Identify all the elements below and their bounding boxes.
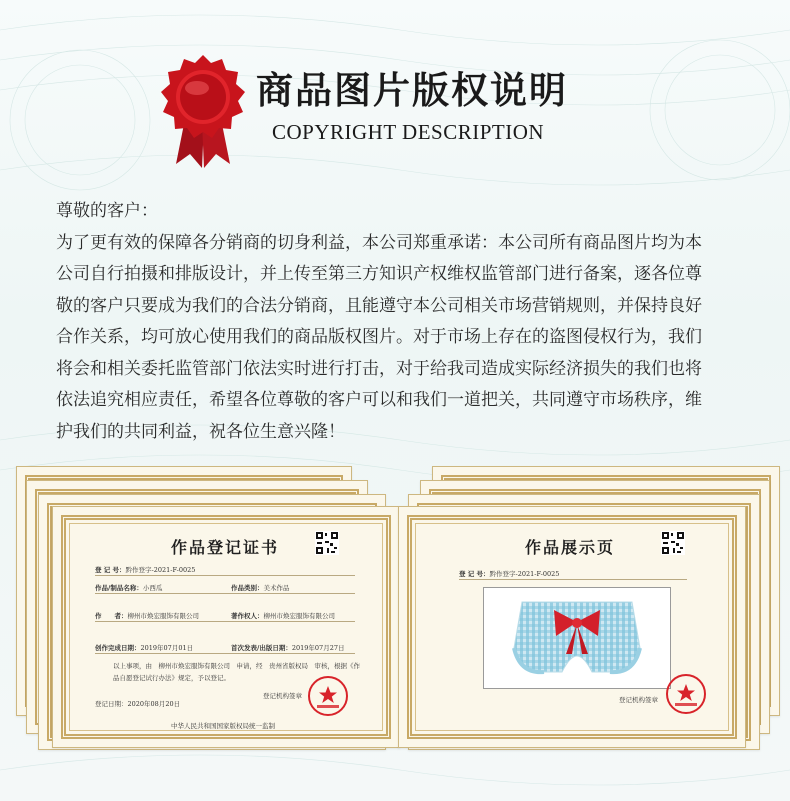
official-seal-icon <box>307 675 349 717</box>
reg-no-label: 登 记 号： <box>459 570 490 578</box>
work-display-page <box>398 506 746 748</box>
divider <box>459 579 687 580</box>
certificate-footer: 中华人民共和国国家版权局统一监制 <box>171 722 275 730</box>
greeting: 尊敬的客户： <box>56 201 158 221</box>
statement-line: 将会和相关委托监管部门依法实时进行打击，对于给我司造成实际经济损失的我们也将 <box>56 358 702 379</box>
statement-line: 敬的客户只要成为我们的合法分销商，且能遵守本公司相关市场营销规则，并保持良好 <box>56 295 702 316</box>
published-date: 2019年07月27日 <box>291 644 345 652</box>
reg-no-label: 登 记 号： <box>95 566 126 574</box>
baby-bloomers-image <box>484 588 670 688</box>
statement-line: 为了更有效的保障各分销商的切身利益，本公司郑重承诺：本公司所有商品图片均为本 <box>56 232 702 253</box>
reg-date: 2020年08月20日 <box>127 700 181 708</box>
agency-signature-label: 登记机构签章 <box>619 696 658 704</box>
agency-signature-label: 登记机构签章 <box>263 692 302 700</box>
registration-certificate <box>52 506 400 748</box>
work-name-label: 作品/制品名称： <box>95 584 143 592</box>
page-subtitle: COPYRIGHT DESCRIPTION <box>272 120 545 144</box>
reg-no: 黔作登字-2021-F-0025 <box>489 570 560 578</box>
divider <box>95 593 355 594</box>
author: 柳州市焕宏服饰有限公司 <box>127 612 199 620</box>
certificate-title: 作品登记证书 <box>171 538 280 557</box>
reg-date-label: 登记日期： <box>95 700 128 708</box>
divider <box>95 575 355 576</box>
copyright-statement <box>56 196 746 448</box>
statement-line-1: 以上事项，由 柳州市焕宏服饰有限公司 申请，经 贵州省版权局 审核，根据《作 <box>113 662 360 670</box>
divider <box>95 653 355 654</box>
qr-code-icon <box>661 531 685 555</box>
divider <box>95 621 355 622</box>
statement-line: 公司自行拍摄和排版设计，并上传至第三方知识产权维权监管部门进行备案，逐各位尊 <box>56 264 702 284</box>
qr-code-icon <box>315 531 339 555</box>
owner: 柳州市焕宏服饰有限公司 <box>263 612 335 620</box>
statement-line-2: 品自愿登记试行办法》规定，予以登记。 <box>113 674 230 682</box>
created-label: 创作完成日期： <box>95 644 141 652</box>
author-label: 作 者： <box>95 612 128 620</box>
statement-line: 护我们的共同利益，祝各位生意兴隆！ <box>56 421 345 442</box>
reg-no: 黔作登字-2021-F-0025 <box>125 566 196 574</box>
published-label: 首次发表/出版日期： <box>231 644 292 652</box>
official-seal-icon <box>665 673 707 715</box>
created-date: 2019年07月01日 <box>140 644 194 652</box>
award-ribbon-icon <box>158 52 248 172</box>
work-name: 小西瓜 <box>142 584 163 592</box>
product-photo <box>483 587 671 689</box>
owner-label: 著作权人： <box>231 612 264 620</box>
statement-line: 依法追究相应责任，希望各位尊敬的客户可以和我们一道把关，共同遵守市场秩序，维 <box>56 390 702 410</box>
statement-line: 合作关系，均可放心使用我们的商品版权图片。对于市场上存在的盗图侵权行为，我们 <box>56 327 702 347</box>
page-title: 商品图片版权说明 <box>256 69 568 112</box>
category-label: 作品类别： <box>231 584 264 592</box>
category: 美术作品 <box>263 584 290 592</box>
certificate-title: 作品展示页 <box>525 538 616 557</box>
